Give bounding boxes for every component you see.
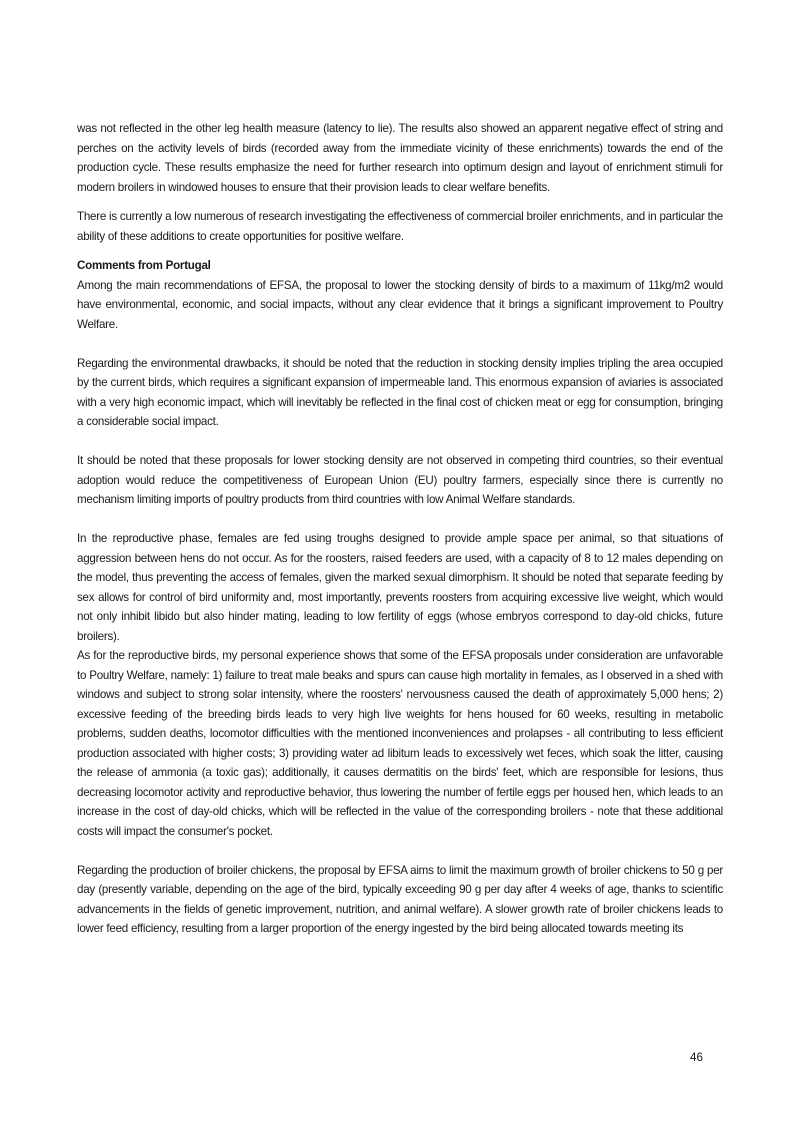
section-heading: Comments from Portugal [77, 259, 211, 272]
paragraph-environmental: Regarding the environmental drawbacks, it should be noted that the reduction in stocking density implies tripling the area occupied by the current birds, which requires a significant expansion of impermeable land. This enormous expansion of aviaries is associated with a very high economic impact, which will inevitably be reflected in the final cost of chicken meat or egg for consumption, bringing a considerable social impact. [77, 356, 723, 428]
document-page [77, 119, 723, 939]
paragraph-reproductive-birds: As for the reproductive birds, my personal experience shows that some of the EFSA proposals under consideration are unfavorable to Poultry Welfare, namely: 1) failure to treat male beaks and spurs can cause high mortality in females, as I observed in a shed with windows and subject to strong solar intensity, where the roosters' nervousness caused the death of approximately 5,000 hens; 2) excessive feeding of the breeding birds leads to very high live weights for hens housed for 60 weeks, resulting in metabolic problems, sudden deaths, locomotor difficulties with the mentioned inconveniences and prolapses - all contributing to less efficient production associated with higher costs; 3) providing water ad libitum leads to excessively wet feces, which soak the litter, causing the release of ammonia (a toxic gas); additionally, it causes dermatitis on the birds' feet, which are responsible for lesions, thus decreasing locomotor activity and reproductive behavior, thus lowering the number of fertile eggs per housed hen, which leads to an increase in the cost of day-old chicks, which will be reflected in the value of the corresponding broilers - note that these additional costs will impact the consumer's pocket. [77, 649, 723, 838]
paragraph-broiler-production: Regarding the production of broiler chickens, the proposal by EFSA aims to limit the maximum growth of broiler chickens to 50 g per day (presently variable, depending on the age of the bird, typically exceeding 90 g per day after 4 weeks of age, thanks to scientific advancements in the fields of genetic improvement, nutrition, and animal welfare). A slower growth rate of broiler chickens leads to lower feed efficiency, resulting from a larger proportion of the energy ingested by the bird being allocated towards meeting its [77, 863, 723, 935]
paragraph-reproductive-phase: In the reproductive phase, females are fed using troughs designed to provide ample space per animal, so that situations of aggression between hens do not occur. As for the roosters, raised feeders are used, with a capacity of 8 to 12 males depending on the model, thus preventing the access of females, given the marked sexual dimorphism. It should be noted that separate feeding by sex allows for control of bird uniformity and, most importantly, prevents roosters from acquiring excessive live weight, which would not only inhibit libido but also hinder mating, leading to low fertility of eggs (whose embryos correspond to day-old chicks, future broilers). [77, 532, 723, 643]
paragraph-research-gap: There is currently a low numerous of research investigating the effectiveness of commercial broiler enrichments, and in particular the ability of these additions to create opportunities for positive welfare. [77, 210, 723, 243]
page-number: 46 [690, 1051, 703, 1064]
paragraph-leg-health: was not reflected in the other leg health measure (latency to lie). The results also showed an apparent negative effect of string and perches on the activity levels of birds (recorded away from the immediate vicinity of these enrichments) towards the end of the production cycle. These results emphasize the need for further research into optimum design and layout of enrichment stimuli for modern broilers in windowed houses to ensure that their provision leads to clear welfare benefits. [77, 122, 723, 194]
paragraph-competitiveness: It should be noted that these proposals for lower stocking density are not observed in competing third countries, so their eventual adoption would reduce the competitiveness of European Union (EU) poultry farmers, especially since there is currently no mechanism limiting imports of poultry products from third countries with low Animal Welfare standards. [77, 454, 723, 506]
paragraph-stocking-density: Among the main recommendations of EFSA, the proposal to lower the stocking density of birds to a maximum of 11kg/m2 would have environmental, economic, and social impacts, without any clear evidence that it brings a significant improvement to Poultry Welfare. [77, 278, 723, 331]
